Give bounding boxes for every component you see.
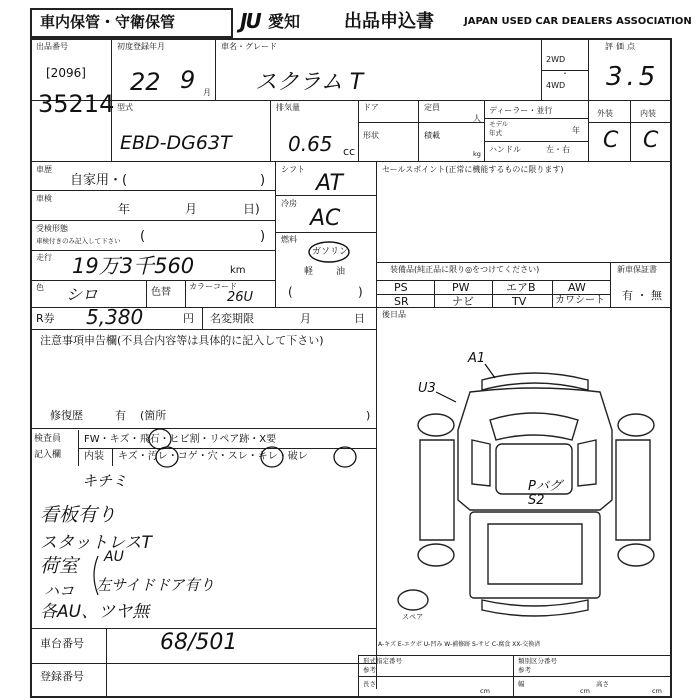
note-line-3: 荷室: [40, 555, 79, 577]
eq-airbag: エアB: [506, 281, 536, 294]
fuel-close: ): [358, 285, 363, 299]
fuel-open: (: [288, 285, 293, 299]
wheel-front-right: [618, 414, 654, 436]
wheel-front-left: [418, 414, 454, 436]
right-window: [578, 440, 596, 486]
ref-2: 参考: [518, 666, 531, 674]
length-label: 長さ: [363, 680, 376, 688]
repair-yes: 有: [115, 409, 126, 422]
nc-day: 日: [354, 312, 365, 325]
code-circle-chip: [149, 429, 171, 449]
name-change-label: 名変期限: [210, 312, 254, 325]
color-label: 色: [36, 283, 44, 292]
eq-pw: PW: [452, 281, 470, 294]
spare-tire: [398, 590, 428, 610]
repair-close: ): [366, 409, 371, 422]
model-year-label-a: モデル: [489, 120, 509, 128]
reg-month-unit: 月: [203, 88, 211, 97]
receive-form-label: 受検形態: [36, 224, 68, 233]
wheel-rear-left: [418, 544, 454, 566]
mileage-label: 走行: [36, 253, 52, 262]
yen-unit: 円: [183, 312, 194, 325]
height-label: 高さ: [596, 680, 609, 688]
chassis-value: 68/501: [160, 630, 238, 655]
notes-label: 注意事項申告欄(不具合内容等は具体的に記入して下さい): [40, 334, 324, 347]
history-value: 自家用・(: [70, 173, 128, 188]
assoc-name: JAPAN USED CAR DEALERS ASSOCIATION: [464, 16, 692, 27]
nc-month: 月: [300, 312, 311, 325]
diag-a1: A1: [468, 351, 486, 366]
cm-1: cm: [480, 687, 490, 695]
post-date-label: 後日品: [382, 310, 406, 319]
displacement-label: 排気量: [276, 103, 300, 112]
au-bracket: [94, 556, 98, 595]
reg-month: 9: [180, 66, 196, 94]
receive-close: ): [260, 229, 266, 244]
sales-point-label: セールスポイント(正常に機能するものに限ります): [382, 165, 564, 174]
reg-year: 22: [130, 68, 161, 96]
code-circle-wear: [261, 447, 283, 467]
history-close: ): [260, 173, 266, 188]
load-unit: kg: [473, 150, 481, 158]
insp-month: 月: [185, 202, 198, 216]
km-unit: km: [230, 265, 246, 276]
model-year-label-b: 年式: [489, 129, 502, 137]
shape-label: 形状: [363, 131, 379, 140]
door-label: ドア: [363, 103, 379, 112]
lot-bracket: [2096]: [46, 66, 86, 80]
cm-2: cm: [580, 687, 590, 695]
ju-logo: JU: [240, 9, 260, 33]
left-window: [472, 440, 490, 486]
note-line-4-rest: 左サイドドア有り: [96, 576, 215, 594]
interior-grade: C: [643, 128, 659, 153]
right-side-panel: [616, 440, 650, 540]
model-label: 型式: [117, 103, 133, 112]
cargo-bed: [470, 512, 600, 598]
diag-center: Pバグ S2: [528, 479, 562, 509]
recycle-label: R券: [36, 312, 55, 325]
eq-aw: AW: [568, 281, 586, 294]
wheel-rear-right: [618, 544, 654, 566]
fuel-light: 軽: [304, 267, 314, 277]
repair-part: (箇所: [140, 409, 167, 422]
inspector-label: 検査員: [34, 434, 62, 444]
capacity-unit: 人: [473, 114, 481, 123]
exterior-label: 外装: [597, 109, 613, 118]
chassis-label: 車台番号: [40, 637, 84, 650]
eq-seat: カワシート: [555, 295, 605, 306]
a1-leader: [485, 364, 495, 378]
receive-open: (: [140, 229, 146, 244]
eq-ps: PS: [394, 281, 408, 294]
int-label: 内装: [84, 451, 104, 462]
code-circle-dirt: [156, 447, 178, 467]
drive-4wd: 4WD: [546, 81, 566, 90]
windshield: [490, 413, 578, 440]
shift-label: シフト: [281, 165, 305, 174]
fuel-oil: 油: [336, 267, 346, 277]
color-change-label: 色替: [151, 287, 171, 298]
rear-bumper: [482, 600, 588, 616]
insp-year: 年: [118, 202, 131, 216]
note-line-1: 看板有り: [40, 504, 117, 526]
inspection-label: 車検: [36, 194, 52, 203]
drive-dot: ・: [561, 69, 569, 78]
dealer-label: ディーラー・並行: [489, 106, 553, 115]
reg-no-label: 登録番号: [40, 670, 84, 683]
eval-score: 3.5: [606, 62, 660, 92]
aircon-value: AC: [310, 206, 341, 231]
entry-field-label: 記入欄: [34, 450, 62, 460]
note-line-5: 各AU、ツヤ無: [40, 602, 150, 622]
kichimi-note: キチミ: [82, 472, 128, 490]
diag-u3: U3: [418, 381, 436, 396]
history-label: 車歴: [36, 165, 52, 174]
handle-label: ハンドル: [489, 145, 521, 154]
car-name-value: スクラム T: [255, 70, 364, 95]
eval-label: 評価点: [605, 42, 638, 51]
fuel-gas: ガソリン: [312, 247, 349, 257]
new-warranty-label: 新車保証書: [617, 265, 657, 274]
color-code-label: カラーコード: [189, 282, 237, 291]
interior-label: 内装: [640, 109, 656, 118]
note-line-3-au: AU: [104, 549, 124, 565]
ext-codes: FW・キズ・飛石・ヒビ割・リペア跡・X要: [84, 434, 277, 445]
eq-sr: SR: [394, 295, 409, 308]
eq-navi: ナビ: [452, 295, 474, 308]
note-line-4: ハコ: [44, 582, 75, 600]
car-diagram: [398, 373, 654, 616]
doc-title: 出品申込書: [344, 11, 434, 32]
repair-label: 修復歴: [50, 409, 83, 422]
eq-tv: TV: [512, 295, 527, 308]
drive-2wd: 2WD: [546, 55, 566, 64]
receive-form-note: 車検付きのみ記入して下さい: [36, 237, 121, 245]
cm-3: cm: [652, 687, 662, 695]
model-code: EBD-DG63T: [120, 132, 232, 154]
lot-no-value: 35214: [38, 90, 115, 118]
code-circle-torn: [334, 447, 356, 467]
org-name: 愛知: [268, 12, 301, 31]
u3-leader: [436, 392, 456, 402]
aircon-label: 冷房: [281, 199, 297, 208]
cc-unit: cc: [343, 145, 356, 158]
equipment-label: 装備品(純正品に限り◎をつけてください): [390, 265, 540, 274]
fuel-gas-circle: [309, 242, 349, 262]
legend-text: A-キズ E-エクボ U-凹み W-補修跡 S-サビ C-腐食 XX-交換済: [378, 641, 541, 648]
mileage-value: 19万3千560: [72, 254, 195, 278]
type-cert-label: 形式指定番号: [363, 657, 402, 665]
displacement-value: 0.65: [288, 132, 333, 156]
class-no-label: 類別区分番号: [518, 657, 557, 665]
year-unit: 年: [572, 126, 580, 135]
lot-no-label: 出品番号: [36, 42, 68, 51]
insp-day: 日): [243, 202, 260, 216]
capacity-label: 定員: [424, 103, 440, 112]
left-side-panel: [420, 440, 454, 540]
storage-label: 車内保管・守衛保管: [40, 13, 176, 31]
fuel-label: 燃料: [281, 235, 297, 244]
color-code-value: 26U: [227, 290, 254, 305]
width-label: 幅: [518, 680, 525, 688]
color-value: シロ: [66, 285, 99, 304]
recycle-fee: 5,380: [86, 305, 144, 329]
exterior-grade: C: [603, 128, 619, 153]
car-name-label: 車名・グレード: [221, 42, 277, 51]
first-reg-label: 初度登録年月: [117, 42, 165, 51]
spare-label: スペア: [402, 613, 423, 621]
int-codes: キズ・汚レ・コゲ・穴・スレ・キレ・破レ: [118, 451, 308, 462]
handle-options: 左・右: [546, 145, 570, 154]
note-line-2: スタットレスT: [40, 533, 152, 553]
bed-inner: [488, 524, 582, 584]
shift-value: AT: [316, 171, 343, 196]
load-label: 積載: [424, 131, 440, 140]
ref-1: 参考: [363, 666, 376, 674]
warranty-options: 有 ・ 無: [622, 289, 662, 302]
